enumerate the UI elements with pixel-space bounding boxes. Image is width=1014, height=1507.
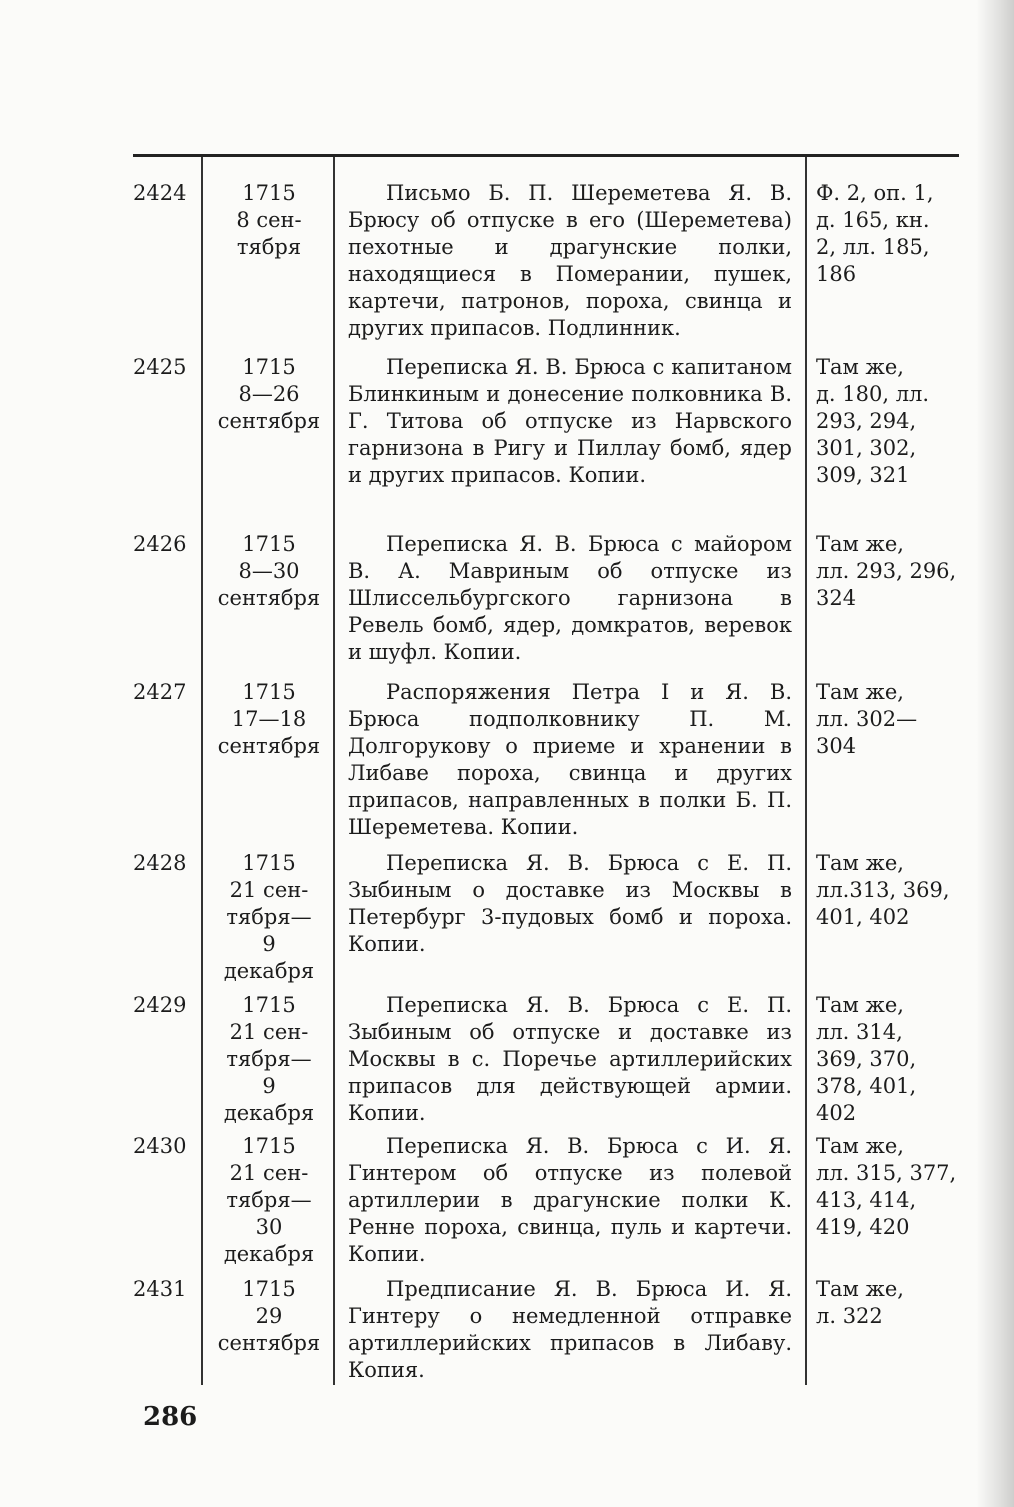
entry-date: 1715 8—26 сентября xyxy=(217,355,321,433)
table-top-rule xyxy=(133,154,959,157)
entry-number: 2426 xyxy=(133,532,187,556)
entry-date: 1715 29 сентября xyxy=(217,1277,321,1355)
column-divider xyxy=(201,157,203,1385)
entry-reference: Там же, лл. 293, 296, 324 xyxy=(816,532,957,610)
entry-description: Переписка Я. В. Брюса с майором В. А. Мавриным об отпуске из Шлиссельбургского гарнизона в Ревель бомб, ядер, домкратов, веревок и шуфл. Копии. xyxy=(348,532,792,664)
entry-number: 2428 xyxy=(133,851,187,875)
entry-date: 1715 17—18 сентября xyxy=(217,680,321,758)
entry-date: 1715 21 сен- тября— 30 декабря xyxy=(223,1134,315,1266)
entry-reference: Там же, лл. 314, 369, 370, 378, 401, 402 xyxy=(816,993,917,1125)
entry-description: Переписка Я. В. Брюса с Е. П. Зыбиным об отпуске и доставке из Москвы в с. Поречье артиллерийских припасов для действующей армии. Копии. xyxy=(348,993,792,1125)
entry-number: 2429 xyxy=(133,993,187,1017)
entry-description: Предписание Я. В. Брюса И. Я. Гинтеру о немедленной отправке артиллерийских припасов в Либаву. Копия. xyxy=(348,1277,792,1382)
entry-description: Письмо Б. П. Шереметева Я. В. Брюсу об отпуске в его (Шереметева) пехотные и драгунские полки, находящиеся в Померании, пушек, картечи, патронов, пороха, свинца и других припасов. Подлинник. xyxy=(348,181,792,340)
entry-date: 1715 21 сен- тября— 9 декабря xyxy=(223,851,315,983)
entry-date: 1715 8 сен- тября xyxy=(236,181,302,259)
entry-number: 2425 xyxy=(133,355,187,379)
entry-number: 2430 xyxy=(133,1134,187,1158)
page-number: 286 xyxy=(143,1402,198,1432)
entry-reference: Там же, д. 180, лл. 293, 294, 301, 302, 309, 321 xyxy=(816,355,930,487)
entry-reference: Там же, лл. 302— 304 xyxy=(816,680,918,758)
entry-reference: Там же, л. 322 xyxy=(816,1277,904,1328)
entry-description: Переписка Я. В. Брюса с И. Я. Гинтером об отпуске из полевой артиллерии в драгунские полки К. Ренне пороха, свинца, пуль и картечи. Копии. xyxy=(348,1134,792,1266)
entry-number: 2427 xyxy=(133,680,187,704)
entry-date: 1715 21 сен- тября— 9 декабря xyxy=(223,993,315,1125)
entry-number: 2424 xyxy=(133,181,187,205)
column-divider xyxy=(333,157,335,1385)
entry-reference: Ф. 2, оп. 1, д. 165, кн. 2, лл. 185, 186 xyxy=(816,181,934,286)
column-divider xyxy=(805,157,807,1385)
entry-description: Распоряжения Петра I и Я. В. Брюса подполковнику П. М. Долгорукову о приеме и хранении в Либаве пороха, свинца и других припасов, направленных в полки Б. П. Шереметева. Копии. xyxy=(348,680,792,839)
entry-reference: Там же, лл. 315, 377, 413, 414, 419, 420 xyxy=(816,1134,957,1239)
entry-reference: Там же, лл.313, 369, 401, 402 xyxy=(816,851,950,929)
entry-date: 1715 8—30 сентября xyxy=(217,532,321,610)
entry-number: 2431 xyxy=(133,1277,187,1301)
page-edge-shadow xyxy=(976,0,1014,1507)
entry-description: Переписка Я. В. Брюса с Е. П. Зыбиным о доставке из Москвы в Петербург 3-пудовых бомб и пороха. Копии. xyxy=(348,851,792,956)
entry-description: Переписка Я. В. Брюса с капитаном Блинкиным и донесение полковника В. Г. Титова об отпуске из Нарвского гарнизона в Ригу и Пиллау бомб, ядер и других припасов. Копии. xyxy=(348,355,792,487)
